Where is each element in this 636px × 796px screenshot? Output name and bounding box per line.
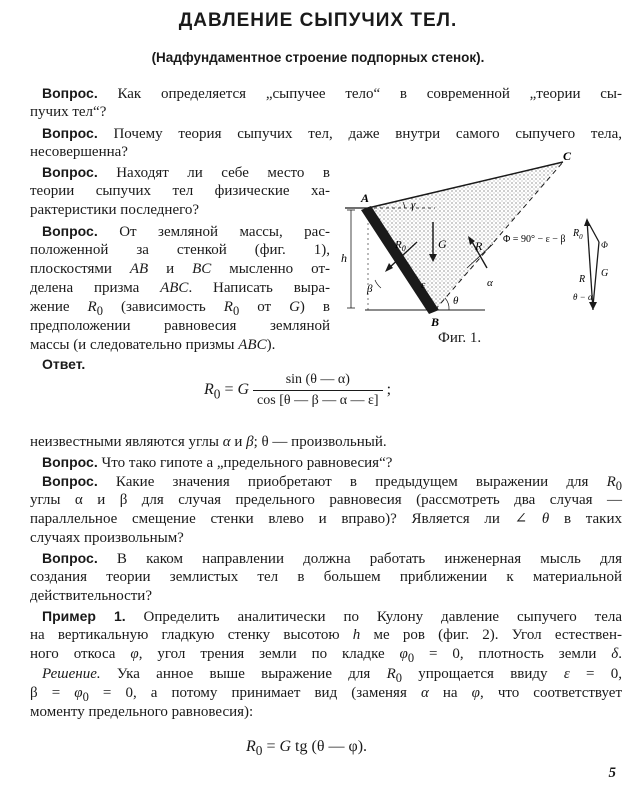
question-6-line-2: углы α и β для случая предельного равновесия (рассмотреть два случая — xyxy=(30,492,622,508)
question-7-line-2: создания теории землистых тел в большем приближении к материальной xyxy=(30,569,622,585)
poly-label-G: G xyxy=(601,268,609,279)
question-7-line-3: действительности? xyxy=(30,588,152,604)
formula-1-fraction: $\frac{\sin (\theta — \alpha)}{\cos [\theta — \beta — \alpha — \varepsilon]}$ xyxy=(253,372,383,409)
question-4-line-7: массы (и следовательно призмы ABC). xyxy=(30,337,276,353)
label-epsilon: ε xyxy=(421,279,426,291)
poly-label-R0: $R_0$ xyxy=(573,228,583,241)
formula-1: $R_0 = G$ $\frac{\sin (\theta — \alpha)}{\cos [\theta — \beta — \alpha — \varepsilon]}$ ; xyxy=(204,372,392,408)
question-1-line-1: Вопрос. Как определяется „сыпучее тело“ в современной „теории сы- xyxy=(42,85,623,102)
example-1-line-1: Пример 1. Определить аналитически по Кулону давление сыпучего тела xyxy=(42,608,622,625)
poly-label-R: R xyxy=(579,274,586,285)
label-R0: $R_0$ xyxy=(395,239,406,253)
label-A: A xyxy=(361,191,370,205)
label-alpha: α xyxy=(487,277,493,289)
page-subtitle: (Надфундаментное строение подпорных стенок). xyxy=(151,50,485,65)
solution-line-3: моменту предельного равновесия): xyxy=(30,704,254,720)
label-B: B xyxy=(431,315,440,329)
question-3-line-2: теории сыпучих тел физические ха- xyxy=(30,183,330,199)
question-3-line-3: рактеристики последнего? xyxy=(30,202,200,218)
label-theta: θ xyxy=(453,295,459,307)
example-1-line-2: на вертикальную гладкую стенку высотою h ме ров (фиг. 2). Угол естествен- xyxy=(30,627,622,643)
solution-line-2: $\beta = \varphi_0 = 0$, а потому принимает вид (заменяя α на φ, что соответствует xyxy=(30,685,623,704)
label-R: R xyxy=(475,239,483,253)
question-2-line-1: Вопрос. Почему теория сыпучих тел, даже внутри самого сыпучего тела, xyxy=(42,125,622,142)
unknowns-line: неизвестными являются углы α и β; θ — произвольный. xyxy=(30,434,387,450)
label-beta: β xyxy=(367,283,373,295)
question-5-line-1: Вопрос. Что тако гипоте а „предельного равновесия“? xyxy=(42,454,393,471)
question-4-line-3: плоскостями AB и BC мысленно от- xyxy=(30,261,330,277)
question-7-line-1: Вопрос. В каком направлении должна работать инженерная мысль для xyxy=(42,550,623,567)
label-h: h xyxy=(341,251,347,265)
page-number: 5 xyxy=(608,765,616,781)
force-polygon xyxy=(572,218,608,310)
question-6-line-1: Вопрос. Какие значения приобретают в предыдущем выражении для $R_0$ xyxy=(42,473,622,493)
example-1-line-3: ного откоса φ, угол трения земли по кладке $\varphi_0 = 0$, плотность земли δ. xyxy=(30,646,622,665)
question-1-line-2: пучих тел“? xyxy=(30,104,107,120)
answer-label: Ответ. xyxy=(42,356,86,372)
poly-label-phi: Φ xyxy=(601,240,608,250)
question-4-line-4: делена призма ABC. Написать выра- xyxy=(30,280,331,296)
question-3-line-1: Вопрос. Находят ли себе место в xyxy=(42,164,330,181)
label-C: C xyxy=(563,150,572,163)
label-G: G xyxy=(438,237,447,251)
question-6-line-4: случаях произвольным? xyxy=(30,530,184,546)
page-title: ДАВЛЕНИЕ СЫПУЧИХ ТЕЛ. xyxy=(178,10,458,31)
question-4-line-1: Вопрос. От земляной массы, рас- xyxy=(42,223,330,240)
question-4-line-6: предположении равновесия земляной xyxy=(30,318,330,334)
figure-1-caption: Фиг. 1. xyxy=(438,330,482,346)
formula-2: $R_0 = G$ tg (θ — φ). xyxy=(246,738,368,759)
question-4-line-2: положенной за стенкой (фиг. 1), xyxy=(30,242,330,258)
question-4-line-5: жение $R_0$ (зависимость $R_0$ от G) в xyxy=(30,299,331,318)
question-2-line-2: несовершенна? xyxy=(30,144,128,160)
label-phi-equation: Φ = 90° − ε − β xyxy=(503,234,566,245)
solution-line-1: Решение. Ука анное выше выражение для $R_0$ упрощается ввиду ε = 0, xyxy=(42,666,622,685)
question-6-line-3: параллельное смещение стенки влево и вправо)? Является ли ∠ θ в таких xyxy=(30,511,622,527)
label-gamma: γ xyxy=(411,199,416,211)
figure-1-diagram xyxy=(335,150,625,350)
poly-label-theta-alpha: θ − α xyxy=(573,292,593,302)
